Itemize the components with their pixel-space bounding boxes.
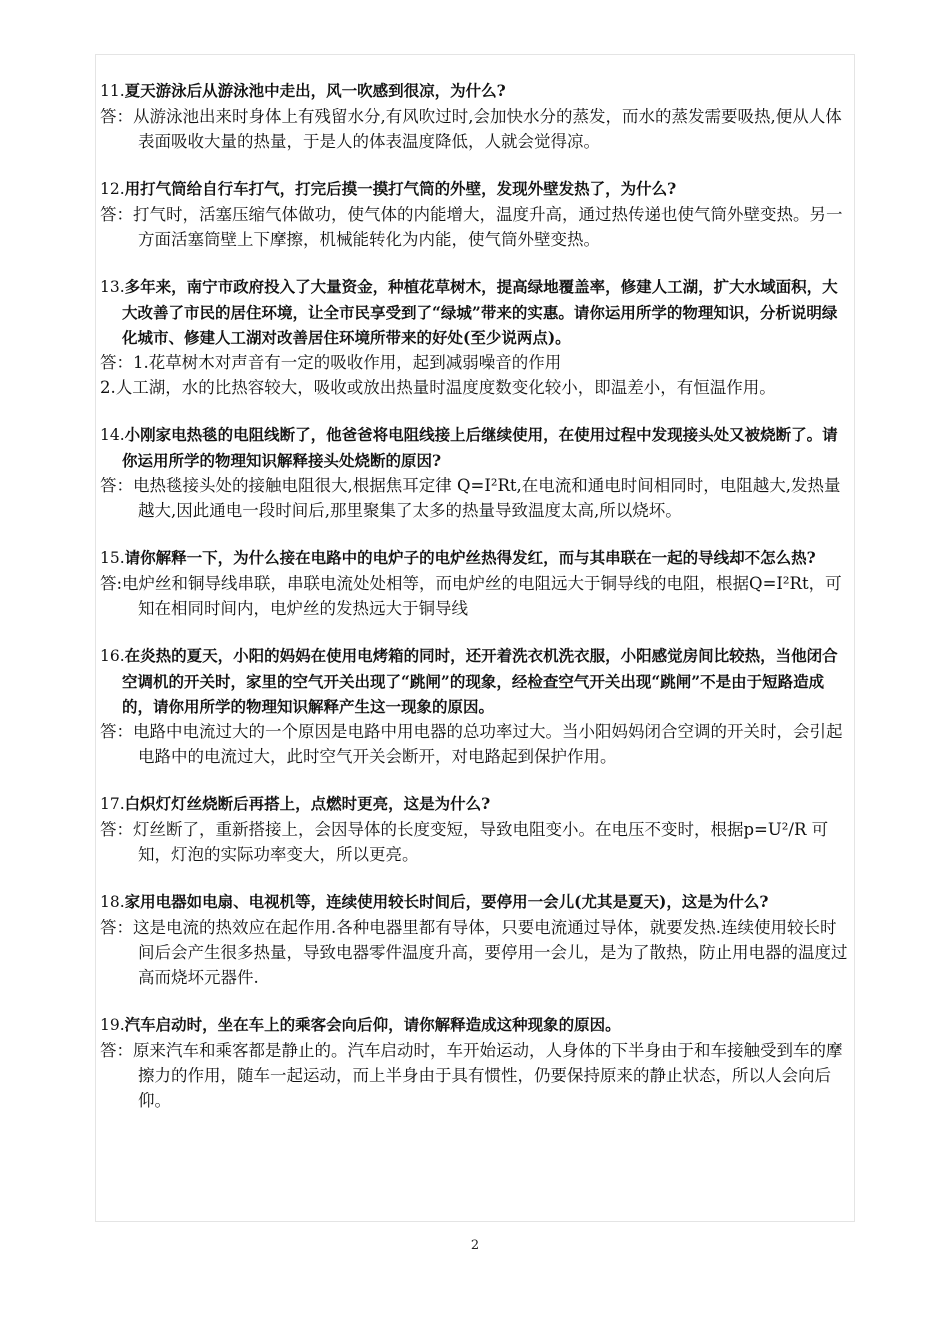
qa-item-17 <box>100 791 852 867</box>
question-text: 12.用打气筒给自行车打气，打完后摸一摸打气筒的外壁，发现外壁发热了，为什么? <box>100 179 677 198</box>
qa-item-18 <box>100 889 852 990</box>
document-body <box>100 78 852 1135</box>
question-text: 16.在炎热的夏天，小阳的妈妈在使用电烤箱的同时，还开着洗衣机洗衣服，小阳感觉房间比较热，当他闭合空调机的开关时，家里的空气开关出现了“跳闸”的现象，经检查空气开关出现“跳闸”不是由于短路造成的，请你用所学的物理知识解释产生这一现象的原因。 <box>100 646 838 716</box>
answer-text: 答:电炉丝和铜导线串联，串联电流处处相等，而电炉丝的电阻远大于铜导线的电阻，根据Q=I²Rt，可知在相同时间内，电炉丝的发热远大于铜导线 <box>100 574 842 618</box>
qa-item-12 <box>100 176 852 252</box>
answer-text: 答：1.花草树木对声音有一定的吸收作用，起到减弱噪音的作用 <box>100 353 562 372</box>
answer-text: 答：电路中电流过大的一个原因是电路中用电器的总功率过大。当小阳妈妈闭合空调的开关时，会引起电路中的电流过大，此时空气开关会断开，对电路起到保护作用。 <box>100 722 843 766</box>
question-text: 17.白炽灯灯丝烧断后再搭上，点燃时更亮，这是为什么? <box>100 794 491 813</box>
qa-item-15 <box>100 545 852 621</box>
question-text: 15.请你解释一下，为什么接在电路中的电炉子的电炉丝热得发红，而与其串联在一起的导线却不怎么热? <box>100 548 816 567</box>
answer-text: 答：从游泳池出来时身体上有残留水分,有风吹过时,会加快水分的蒸发，而水的蒸发需要吸热,便从人体表面吸收大量的热量，于是人的体表温度降低，人就会觉得凉。 <box>100 107 842 151</box>
page-number: 2 <box>470 1238 480 1253</box>
answer-text: 答：打气时，活塞压缩气体做功，使气体的内能增大，温度升高，通过热传递也使气筒外壁变热。另一方面活塞筒壁上下摩擦，机械能转化为内能，使气筒外壁变热。 <box>100 205 843 249</box>
question-text: 11.夏天游泳后从游泳池中走出，风一吹感到很凉，为什么? <box>100 81 506 100</box>
answer-text: 答：电热毯接头处的接触电阻很大,根据焦耳定律 Q=I²Rt,在电流和通电时间相同时，电阻越大,发热量越大,因此通电一段时间后,那里聚集了太多的热量导致温度太高,所以烧坏。 <box>100 476 841 520</box>
question-text: 13.多年来，南宁市政府投入了大量资金，种植花草树木，提高绿地覆盖率，修建人工湖，扩大水域面积，大大改善了市民的居住环境，让全市民享受到了“绿城”带来的实惠。请你运用所学的物理知识，分析说明绿化城市、修建人工湖对改善居住环境所带来的好处(至少说两点)。 <box>100 277 838 347</box>
question-text: 14.小刚家电热毯的电阻线断了，他爸爸将电阻线接上后继续使用，在使用过程中发现接头处又被烧断了。请你运用所学的物理知识解释接头处烧断的原因? <box>100 425 838 470</box>
qa-item-11 <box>100 78 852 154</box>
qa-item-19 <box>100 1012 852 1113</box>
qa-item-13 <box>100 274 852 400</box>
qa-item-14 <box>100 422 852 523</box>
question-text: 19.汽车启动时，坐在车上的乘客会向后仰，请你解释造成这种现象的原因。 <box>100 1015 621 1034</box>
question-text: 18.家用电器如电扇、电视机等，连续使用较长时间后，要停用一会儿(尤其是夏天)，这是为什么? <box>100 892 769 911</box>
qa-item-16 <box>100 643 852 769</box>
answer-text: 答：灯丝断了，重新搭接上，会因导体的长度变短，导致电阻变小。在电压不变时，根据p=U²/R 可知，灯泡的实际功率变大，所以更亮。 <box>100 820 829 864</box>
answer-text: 答：这是电流的热效应在起作用.各种电器里都有导体，只要电流通过导体，就要发热.连续使用较长时间后会产生很多热量，导致电器零件温度升高，要停用一会儿，是为了散热，防止用电器的温度过高而烧坏元器件. <box>100 918 848 987</box>
answer-text: 2.人工湖，水的比热容较大，吸收或放出热量时温度度数变化较小，即温差小，有恒温作用。 <box>100 378 776 397</box>
answer-text: 答：原来汽车和乘客都是静止的。汽车启动时，车开始运动，人身体的下半身由于和车接触受到车的摩擦力的作用，随车一起运动，而上半身由于具有惯性，仍要保持原来的静止状态，所以人会向后仰。 <box>100 1041 843 1110</box>
